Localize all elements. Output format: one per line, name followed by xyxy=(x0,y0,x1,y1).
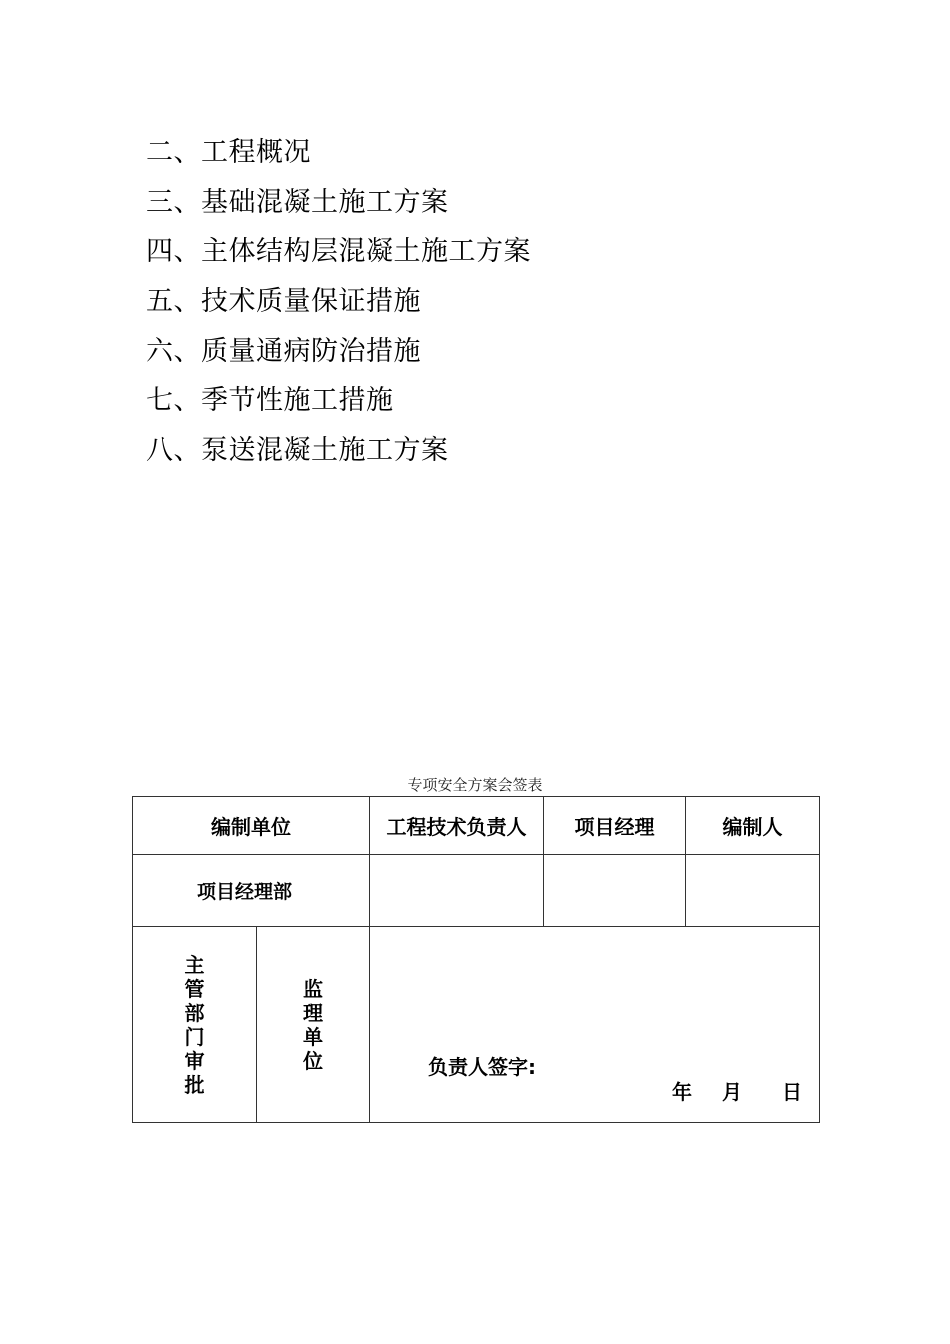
header-cell-compiling-unit: 编制单位 xyxy=(133,797,370,855)
header-cell-technical-lead: 工程技术负责人 xyxy=(370,797,544,855)
approval-row xyxy=(133,927,820,1123)
sign-off-table xyxy=(132,796,820,1123)
header-cell-compiler: 编制人 xyxy=(686,797,820,855)
authority-approval-cell xyxy=(133,927,257,1123)
supervisor-unit-cell xyxy=(257,927,370,1123)
table-of-contents xyxy=(146,128,531,476)
supervisor-signature-area[interactable] xyxy=(370,927,820,1123)
toc-item: 五、技术质量保证措施 xyxy=(146,286,421,318)
toc-item: 八、泵送混凝土施工方案 xyxy=(146,435,449,467)
date-day-label: 日 xyxy=(782,1080,802,1104)
technical-lead-signature-cell[interactable] xyxy=(370,855,544,927)
toc-item: 六、质量通病防治措施 xyxy=(146,335,421,367)
toc-item: 七、季节性施工措施 xyxy=(146,385,394,417)
compiler-signature-cell[interactable] xyxy=(686,855,820,927)
project-dept-row xyxy=(133,855,820,927)
signature-label: 负责人签字: xyxy=(428,1055,536,1079)
table-header-row xyxy=(133,797,820,855)
date-month-label: 月 xyxy=(722,1080,742,1104)
toc-item: 四、主体结构层混凝土施工方案 xyxy=(146,236,531,268)
toc-item: 三、基础混凝土施工方案 xyxy=(146,186,449,218)
date-year-label: 年 xyxy=(672,1080,692,1104)
supervisor-unit-label: 监 理 单 位 xyxy=(303,976,323,1073)
project-manager-signature-cell[interactable] xyxy=(544,855,686,927)
project-dept-label: 项目经理部 xyxy=(133,855,370,927)
toc-item: 二、工程概况 xyxy=(146,137,311,168)
authority-approval-label: 主 管 部 门 审 批 xyxy=(184,952,205,1097)
header-cell-project-manager: 项目经理 xyxy=(544,797,686,855)
table-caption: 专项安全方案会签表 xyxy=(407,776,543,794)
